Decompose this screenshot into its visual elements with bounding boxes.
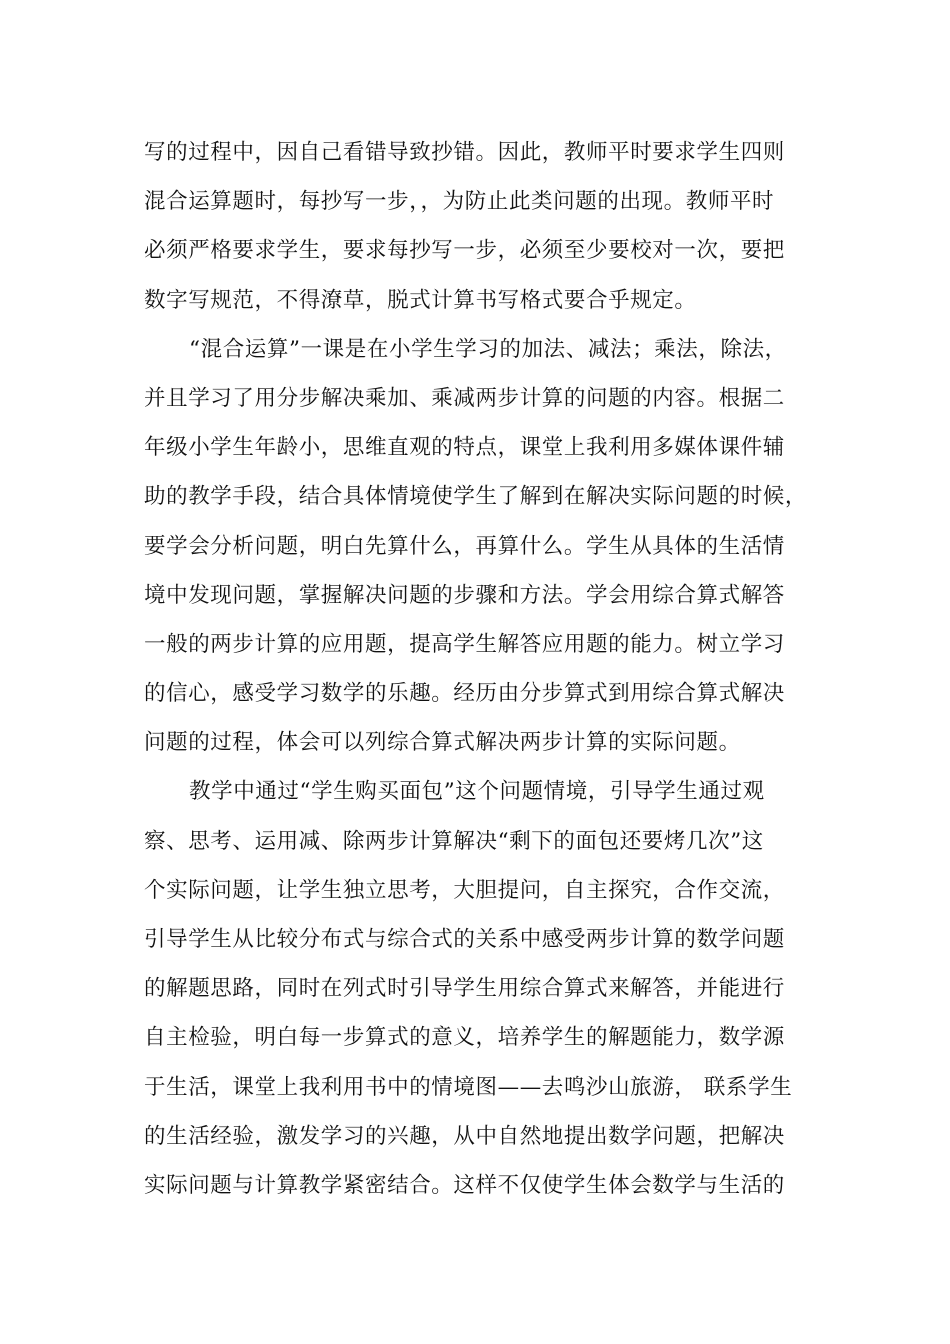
text-line: 的生活经验，激发学习的兴趣，从中自然地提出数学问题，把解决 [144, 1123, 785, 1149]
text-line: 于生活，课堂上我利用书中的情境图——去鸣沙山旅游， 联系学生 [144, 1074, 793, 1100]
text-line: 引导学生从比较分布式与综合式的关系中感受两步计算的数学问题 [144, 927, 785, 952]
text-line: 一般的两步计算的应用题，提高学生解答应用题的能力。树立学习 [144, 631, 785, 657]
text-line: 助的教学手段，结合具体情境使学生了解到在解决实际问题的时候， [144, 484, 808, 510]
text-line: 察、思考、运用减、除两步计算解决“剩下的面包还要烤几次”这 [144, 828, 764, 854]
text-line: 境中发现问题，掌握解决问题的步骤和方法。学会用综合算式解答 [144, 582, 785, 608]
paragraph-1 [144, 128, 824, 325]
text-line: 写的过程中，因自己看错导致抄错。因此，教师平时要求学生四则 [144, 140, 785, 165]
text-line: “混合运算”一课是在小学生学习的加法、减法；乘法，除法， [189, 336, 787, 362]
text-line: 问题的过程，体会可以列综合算式解决两步计算的实际问题。 [144, 730, 741, 756]
text-line: 要学会分析问题，明白先算什么，再算什么。学生从具体的生活情 [144, 533, 785, 559]
text-line: 的解题思路，同时在列式时引导学生用综合算式来解答，并能进行 [144, 976, 785, 1002]
text-line: 的信心，感受学习数学的乐趣。经历由分步算式到用综合算式解决 [144, 681, 785, 707]
body-text [144, 128, 824, 1210]
text-line: 教学中通过“学生购买面包”这个问题情境，引导学生通过观 [189, 779, 765, 805]
text-line: 自主检验，明白每一步算式的意义，培养学生的解题能力，数学源 [144, 1025, 785, 1051]
text-line: 混合运算题时，每抄写一步，，为防止此类问题的出现。教师平时 [144, 189, 775, 215]
text-line: 必须严格要求学生，要求每抄写一步，必须至少要校对一次，要把 [144, 238, 785, 264]
paragraph-2 [144, 325, 824, 768]
text-line: 实际问题与计算教学紧密结合。这样不仅使学生体会数学与生活的 [144, 1172, 785, 1198]
text-line: 并且学习了用分步解决乘加、乘减两步计算的问题的内容。根据二 [144, 385, 785, 411]
text-line: 年级小学生年龄小，思维直观的特点，课堂上我利用多媒体课件辅 [144, 435, 785, 461]
text-line: 数字写规范，不得潦草，脱式计算书写格式要合乎规定。 [144, 287, 697, 313]
paragraph-3 [144, 767, 824, 1210]
text-line: 个实际问题，让学生独立思考，大胆提问，自主探究，合作交流， [144, 877, 785, 903]
